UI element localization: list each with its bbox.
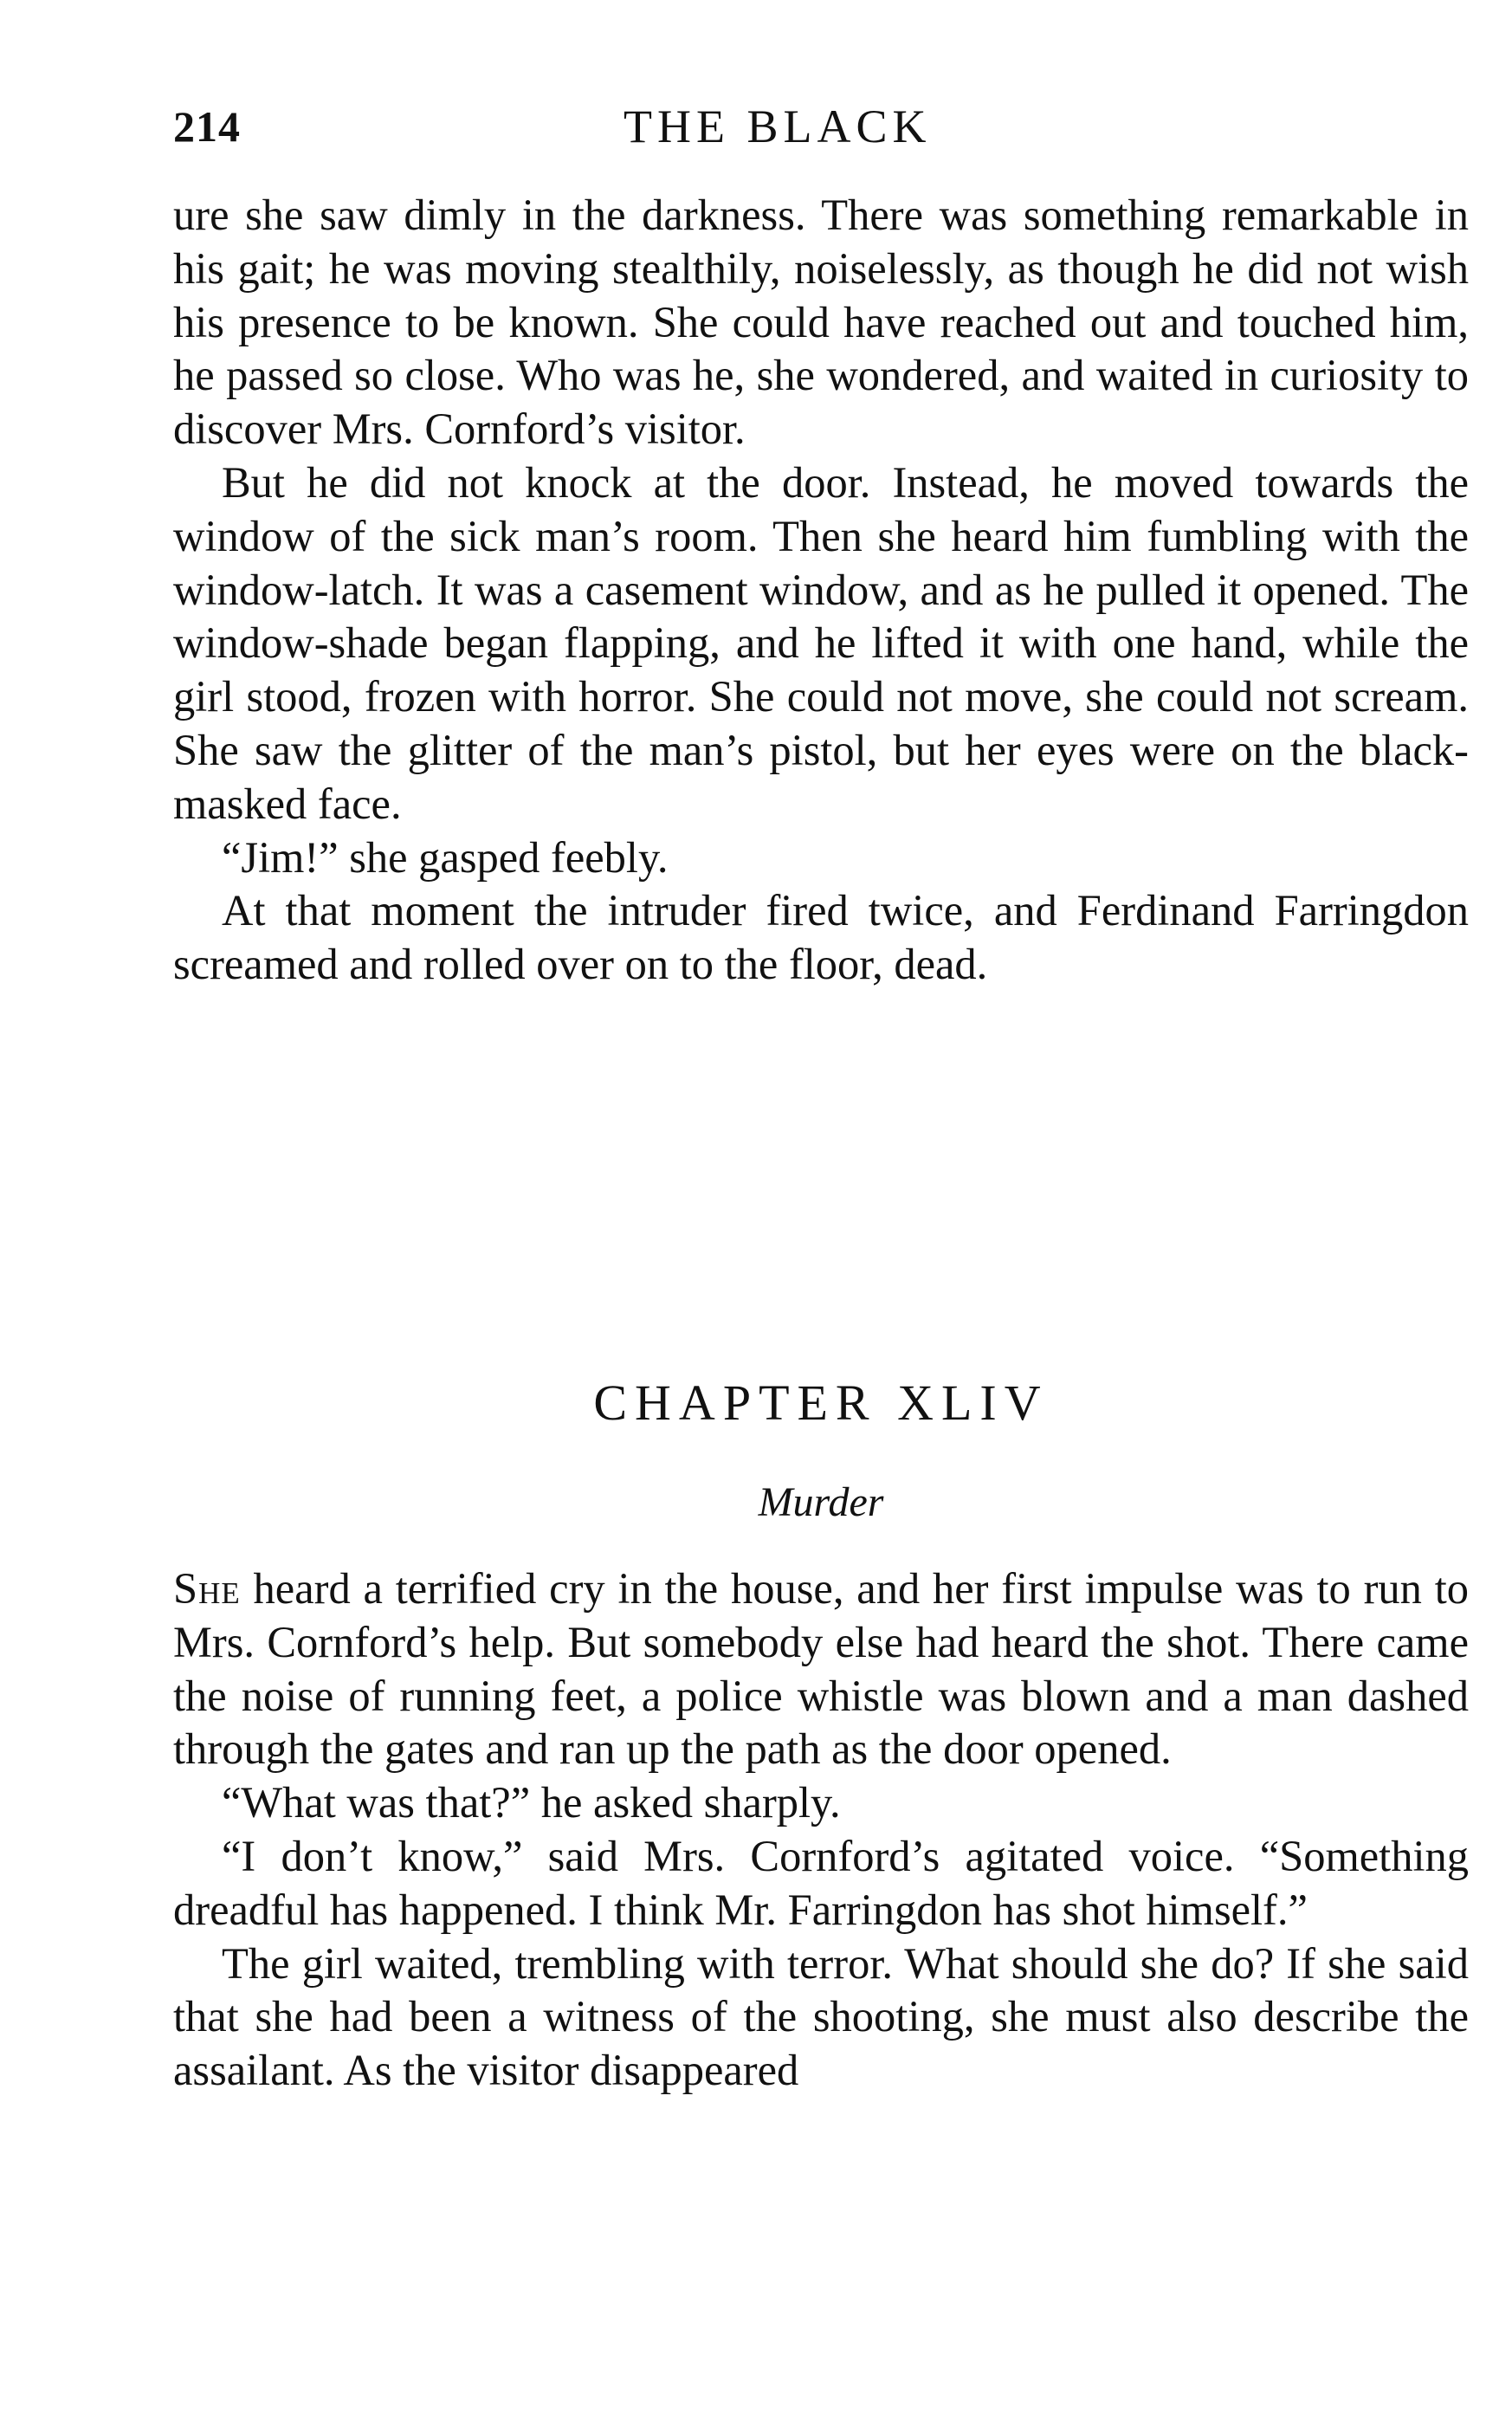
paragraph: ure she saw dimly in the darkness. There was something remarkable in his gait; he was moving stealthily, noiselessly, as though he did not wish his presence to be known. She could have reached out and touched him, he passed so close. Who was he, she wondered, and waited in curiosity to discover Mrs. Cornford’s visitor. bbox=[173, 191, 1469, 454]
paragraph: “I don’t know,” said Mrs. Cornford’s agitated voice. “Something dreadful has happened. I think Mr. Farringdon has shot himself.” bbox=[173, 1831, 1469, 1934]
section-before-chapter bbox=[173, 189, 1469, 992]
chapter-opening-text: heard a terrified cry in the house, and her first impulse was to run to Mrs. Cornford’s help. But somebody else had heard the shot. There came the noise of running feet, a police whistle was blown and a man dashed through the gates and ran up the path as the door opened. bbox=[173, 1564, 1469, 1774]
chapter-heading: CHAPTER XLIV bbox=[593, 1374, 1049, 1431]
chapter-opening-paragraph bbox=[173, 1562, 1469, 1776]
chapter-subtitle: Murder bbox=[758, 1479, 884, 1525]
paragraph: At that moment the intruder fired twice, and Ferdinand Farringdon screamed and rolled over on to the floor, dead. bbox=[173, 886, 1469, 989]
running-head bbox=[173, 92, 1469, 161]
running-title: THE BLACK bbox=[624, 100, 932, 152]
paragraph: But he did not knock at the door. Instead, he moved towards the window of the sick man’s room. Then she heard him fumbling with the window-latch. It was a casement window, and as he pulled it opened. The window-shade began flapping, and he lifted it with one hand, while the girl stood, frozen with horror. She could not move, she could not scream. She saw the glitter of the man’s pistol, but her eyes were on the black-masked face. bbox=[173, 457, 1469, 828]
paragraph: “Jim!” she gasped feebly. bbox=[222, 832, 669, 882]
chapter-opening-word: She bbox=[173, 1564, 241, 1613]
paragraph: The girl waited, trembling with terror. What should she do? If she said that she had been a witness of the shooting, she must also describe the assailant. As the visitor disappeared bbox=[173, 1938, 1469, 2095]
paragraph: “What was that?” he asked sharply. bbox=[222, 1778, 841, 1827]
chapter-body bbox=[173, 1562, 1469, 2098]
page-number: 214 bbox=[173, 102, 241, 151]
